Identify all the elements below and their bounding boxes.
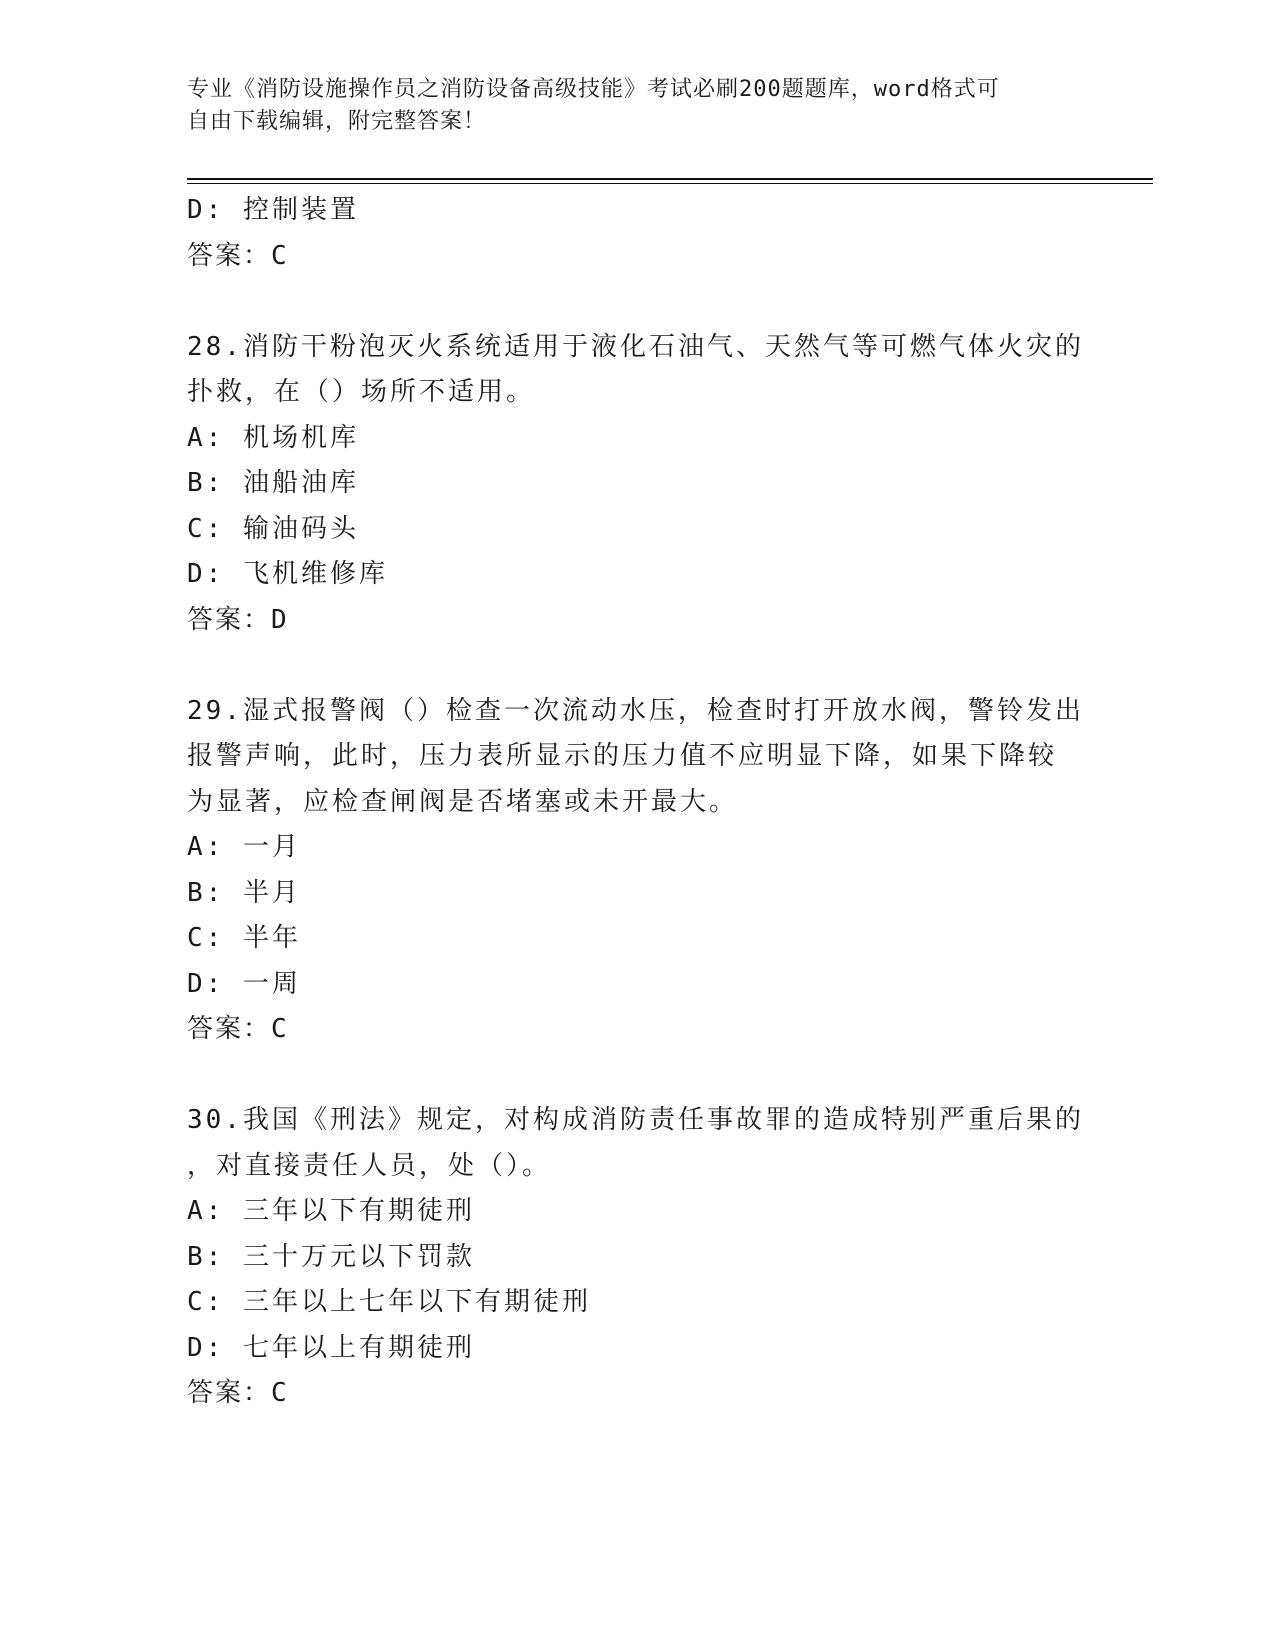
answer: 答案：D — [187, 604, 289, 635]
question-stem-line: 28.消防干粉泡灭火系统适用于液化石油气、天然气等可燃气体火灾的 — [187, 331, 1084, 362]
option-c: C: 输油码头 — [187, 513, 359, 544]
option-d: D: 飞机维修库 — [187, 559, 388, 589]
header-line-2: 自由下载编辑，附完整答案！ — [187, 109, 487, 134]
question-stem-line: 扑救，在（）场所不适用。 — [187, 377, 536, 407]
prev-option-d: D: 控制装置 — [187, 195, 359, 225]
option-b: B: 半月 — [187, 877, 301, 908]
option-d: D: 七年以上有期徒刑 — [187, 1332, 475, 1363]
answer: 答案：C — [187, 1014, 289, 1044]
answer: 答案：C — [187, 1378, 289, 1408]
option-b: B: 三十万元以下罚款 — [187, 1241, 475, 1272]
prev-answer: 答案：C — [187, 240, 289, 271]
option-a: A: 一月 — [187, 832, 301, 862]
header-rule-thin — [187, 183, 1153, 184]
question-stem-line: ，对直接责任人员，处（）。 — [187, 1150, 552, 1181]
page-header — [187, 74, 1067, 138]
question-content — [187, 188, 1087, 1417]
header-line-1: 专业《消防设施操作员之消防设备高级技能》考试必刷200题题库，word格式可 — [187, 77, 1000, 102]
option-c: C: 三年以上七年以下有期徒刑 — [187, 1287, 591, 1317]
option-c: C: 半年 — [187, 923, 301, 953]
spacer — [187, 1053, 1087, 1099]
spacer — [187, 279, 1087, 325]
option-b: B: 油船油库 — [187, 468, 359, 498]
question-28 — [187, 325, 1087, 644]
option-a: A: 三年以下有期徒刑 — [187, 1196, 475, 1226]
question-stem-line: 为显著，应检查闸阀是否堵塞或未开最大。 — [187, 786, 739, 817]
question-stem-line: 29.湿式报警阀（）检查一次流动水压，检查时打开放水阀，警铃发出 — [187, 695, 1084, 726]
option-d: D: 一周 — [187, 968, 301, 999]
question-30 — [187, 1098, 1087, 1417]
header-rule-thick — [187, 178, 1153, 180]
question-stem-line: 报警声响，此时，压力表所显示的压力值不应明显下降，如果下降较 — [187, 741, 1058, 771]
question-29 — [187, 689, 1087, 1053]
option-a: A: 机场机库 — [187, 422, 359, 453]
spacer — [187, 643, 1087, 689]
question-stem-line: 30.我国《刑法》规定，对构成消防责任事故罪的造成特别严重后果的 — [187, 1105, 1084, 1135]
